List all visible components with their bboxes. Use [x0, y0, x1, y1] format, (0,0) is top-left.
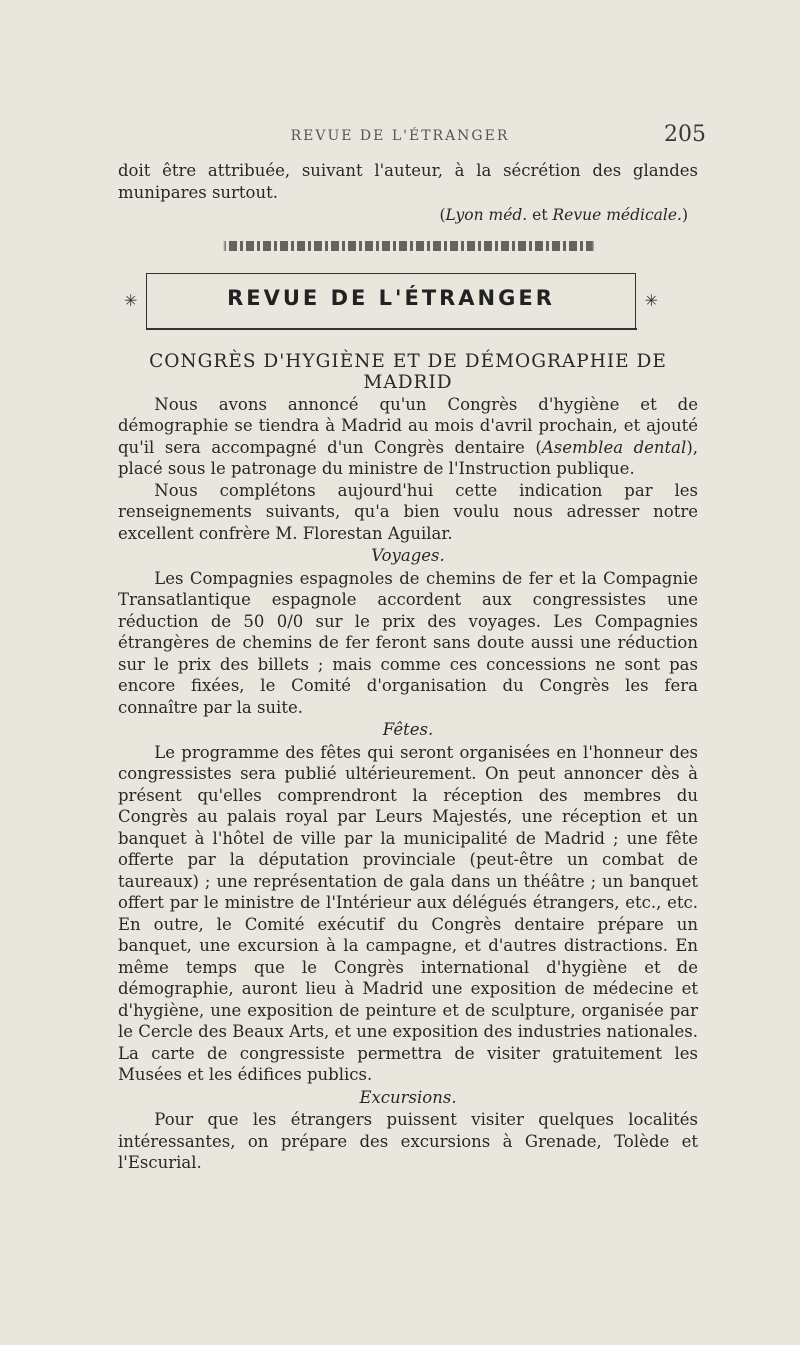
section-title-box — [146, 273, 636, 330]
page-content — [118, 160, 698, 1174]
p1-text-before: Nous avons annoncé qu'un Congrès d'hygiène et de démographie se tiendra à Madrid au mois d'avril prochain, et ajouté qu'il sera accompagné d'un Congrès dentaire ( — [118, 394, 698, 457]
citation-close: ) — [681, 206, 688, 224]
running-head: REVUE DE L'ÉTRANGER — [290, 128, 510, 144]
paragraph-voyages: Les Compagnies espagnoles de chemins de fer et la Compagnie Transatlantique espagnole accordent aux congressistes une réduction de 50 0/0 sur le prix des voyages. Les Compagnies étrangères de chemins de fer feront sans doute aussi une réduction sur le prix des billets ; mais comme ces concessions ne sont pas encore fixées, le Comité d'organisation du Congrès les fera connaître par la suite. — [118, 568, 698, 717]
ornamental-divider — [104, 241, 714, 251]
subhead-fetes: Fêtes. — [382, 720, 434, 739]
intro-paragraph: doit être attribuée, suivant l'auteur, à la sécrétion des glandes munipares surtout. — [118, 161, 698, 202]
article-title: CONGRÈS D'HYGIÈNE ET DE DÉMOGRAPHIE DE MADRID — [149, 350, 667, 393]
citation-open: ( — [439, 206, 446, 224]
citation-journal-revue: Revue médicale. — [552, 206, 682, 224]
subhead-voyages: Voyages. — [371, 546, 445, 565]
section-header — [118, 273, 698, 331]
subhead-excursions: Excursions. — [359, 1087, 457, 1107]
section-title: REVUE DE L'ÉTRANGER — [227, 285, 555, 310]
citation — [118, 205, 698, 227]
ornament-left-icon: ✳ — [124, 290, 138, 310]
ornament-right-icon: ✳ — [644, 290, 658, 310]
p1-text-after: ), placé sous le patronage du ministre de l'Instruction publique. — [118, 437, 698, 478]
paragraph-excursions: Pour que les étrangers puissent visiter quelques localités intéressantes, on prépare des excursions à Grenade, Tolède et l'Escurial. — [118, 1110, 698, 1172]
citation-and: et — [527, 206, 553, 224]
paragraph-announcement — [118, 394, 698, 480]
citation-journal-lyon: Lyon méd. — [445, 206, 528, 224]
p1-italic-term: Asemblea dental — [541, 437, 687, 457]
paragraph-fetes: Le programme des fêtes qui seront organisées en l'honneur des congressistes sera publié ultérieurement. On peut annoncer dès à présent qu'elles comprendront la réception des membres du Congrès au palais royal par Leurs Majestés, une réception et un banquet à l'hôtel de ville par la municipalité de Madrid ; une fête offerte par la députation provinciale (peut-être un combat de taureaux) ; une représentation de gala dans un théâtre ; un banquet offert par le ministre de l'Intérieur aux délégués étrangers, etc., etc. En outre, le Comité exécutif du Congrès dentaire prépare un banquet, une excursion à la campagne, et d'autres distractions. En même temps que le Congrès international d'hygiène et de démographie, auront lieu à Madrid une exposition de médecine et d'hygiène, une exposition de peinture et de sculpture, organisée par le Cercle des Beaux Arts, et une exposition des industries nationales. La carte de congressiste permettra de visiter gratuitement les Musées et les édifices publics. — [118, 742, 698, 1084]
paragraph-details: Nous complétons aujourd'hui cette indication par les renseignements suivants, qu'a bien voulu nous adresser notre excellent confrère M. Florestan Aguilar. — [118, 480, 698, 543]
page-number: 205 — [664, 122, 706, 147]
